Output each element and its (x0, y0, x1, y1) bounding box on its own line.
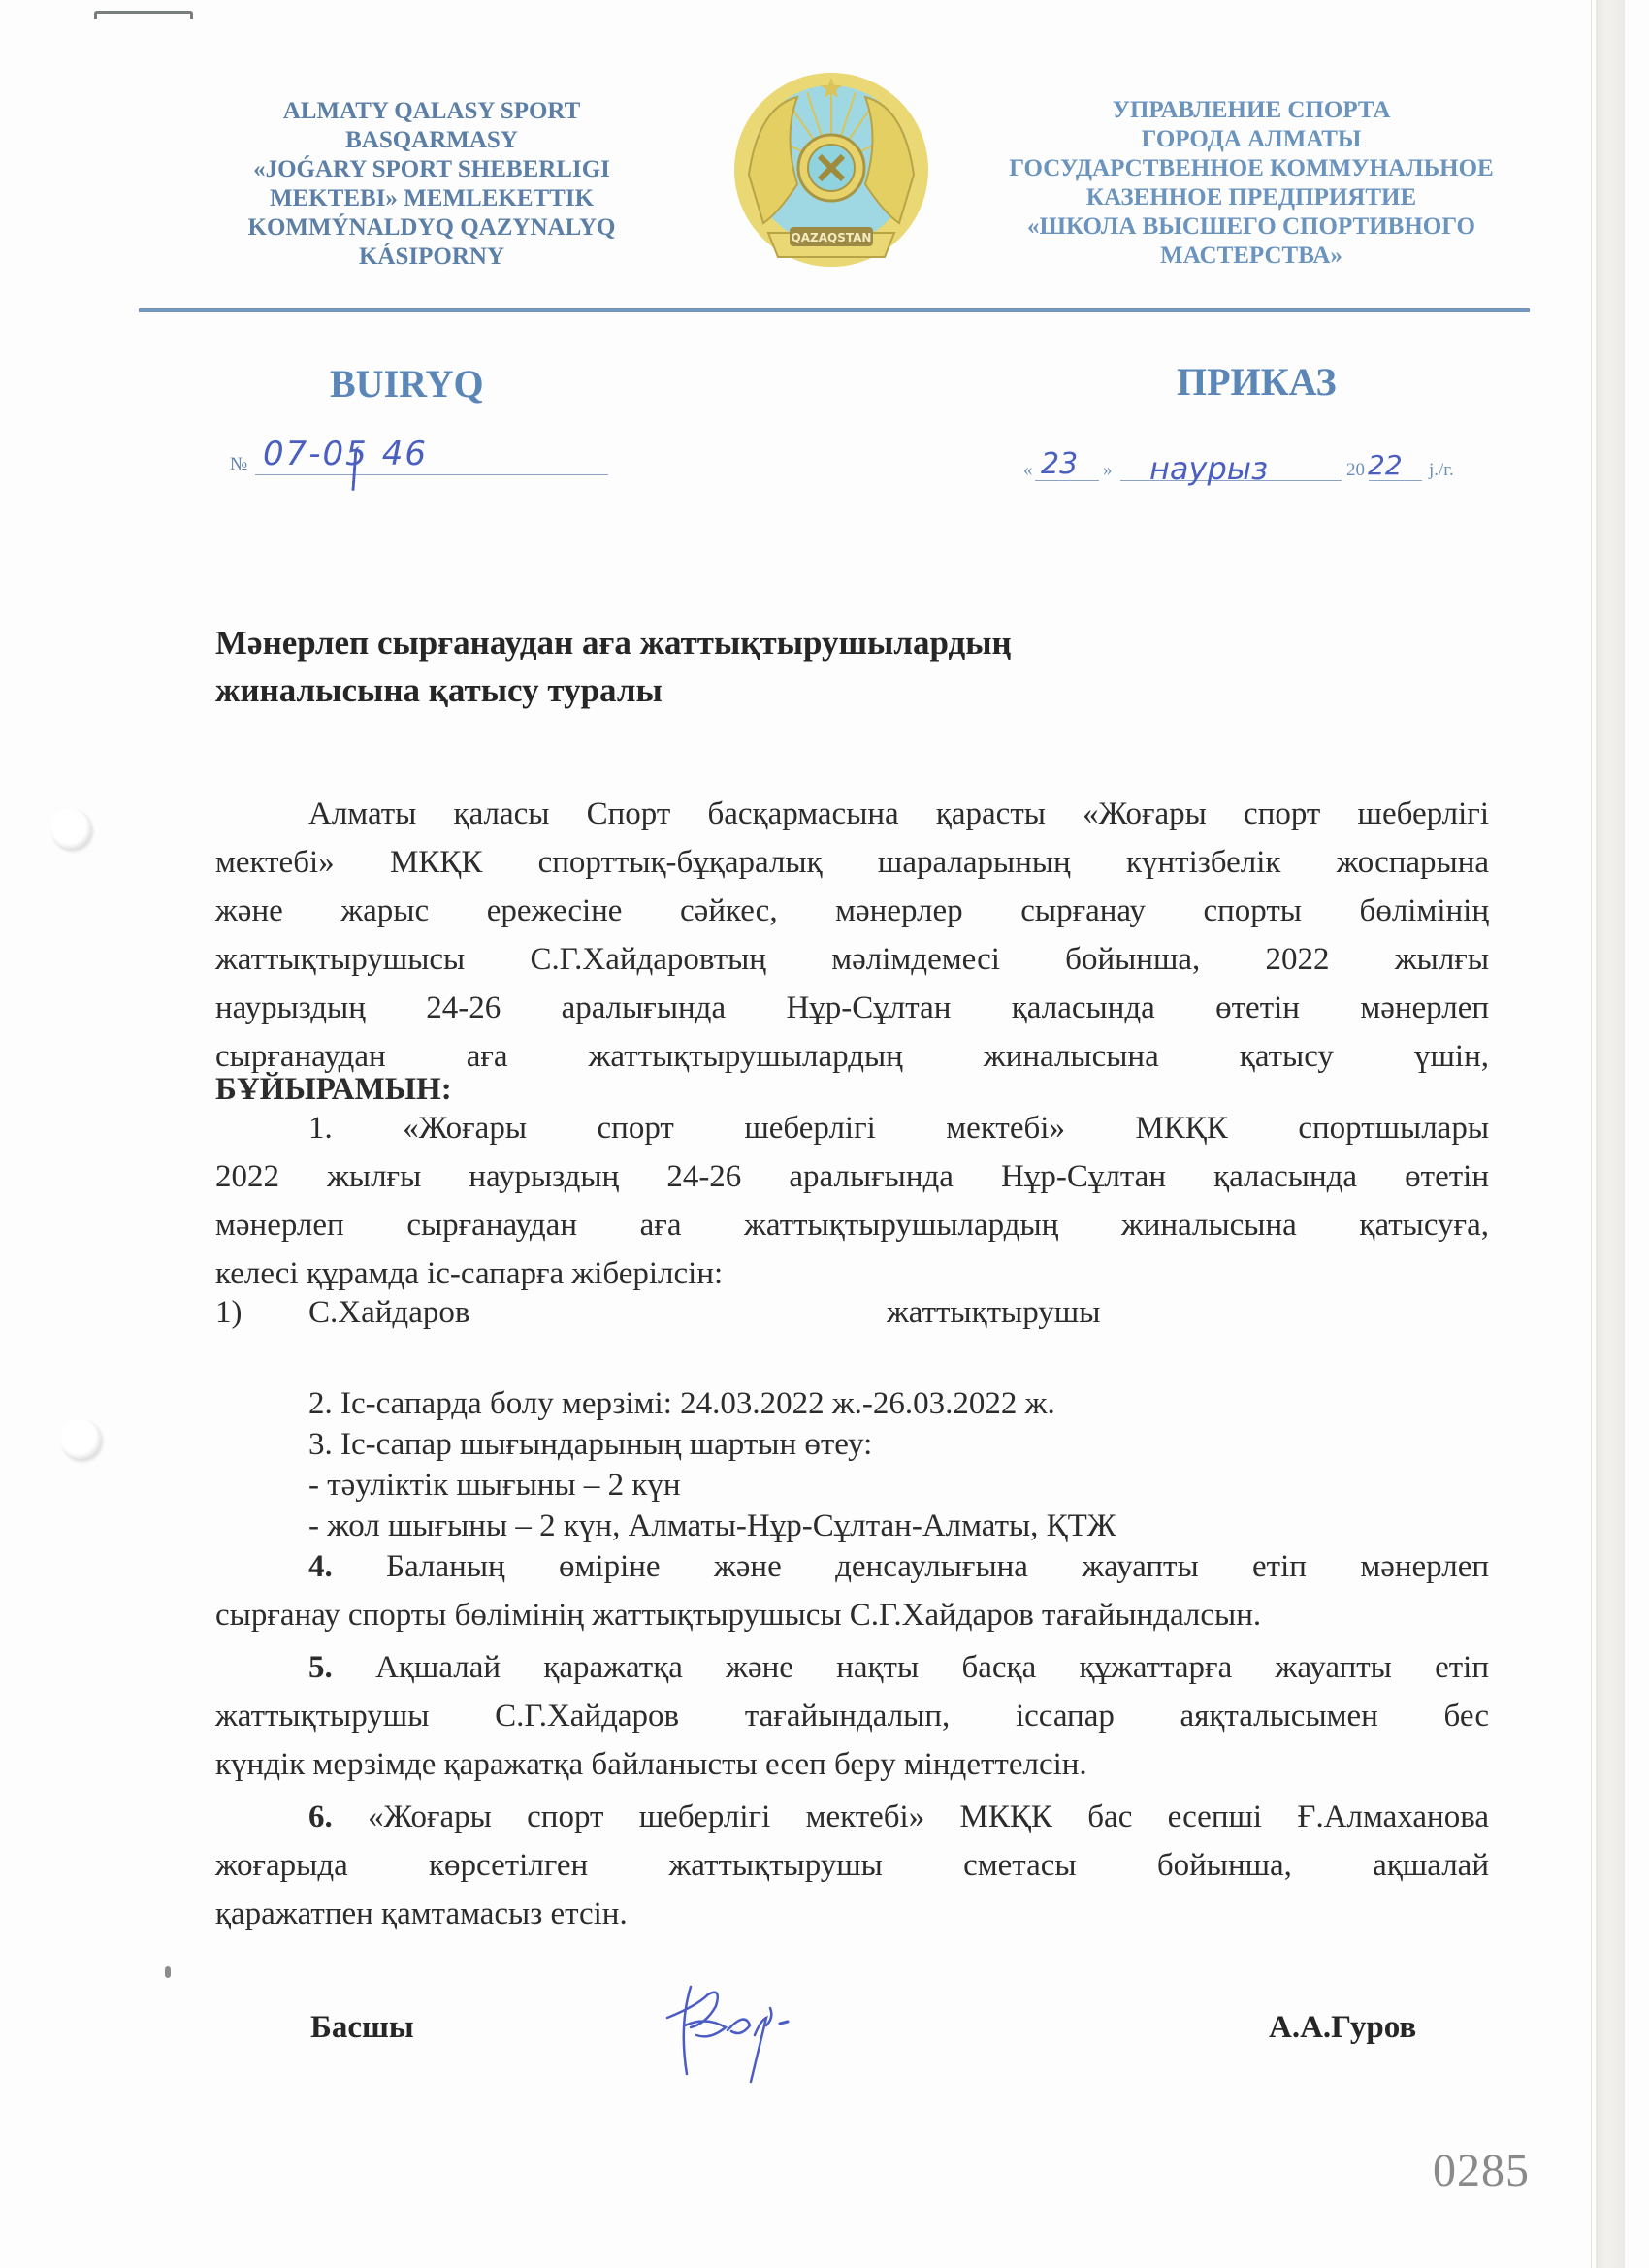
item-3-sub: - жол шығыны – 2 күн, Алматы-Нұр-Сұлтан-Алматы, ҚТЖ (308, 1508, 1116, 1543)
item-4-text: Баланың өміріне және денсаулығына жауапты етіп мәнерлеп (386, 1549, 1489, 1584)
item-4-line: сырғанау спорты бөлімінің жаттықтырушысы С.Г.Хайдаров тағайындалсын. (215, 1598, 1262, 1633)
preamble-line: жаттықтырушысы С.Г.Хайдаровтың мәлімдемесі бойынша, 2022 жылғы (215, 942, 1489, 977)
preamble-line: және жарыс ережесіне сәйкес, мәнерлер сырғанау спорты бөлімінің (215, 893, 1489, 928)
order-subject (215, 619, 1012, 714)
letterhead-line: ГОРОДА АЛМАТЫ (1141, 126, 1362, 152)
item-1-line: келесі құрамда іс-сапарға жіберілсін: (215, 1256, 724, 1291)
item-2: 2. Іс-сапарда болу мерзімі: 24.03.2022 ж.-26.03.2022 ж. (308, 1386, 1055, 1421)
date-day-handwritten: 23 (1041, 447, 1079, 481)
number-underline (255, 474, 608, 475)
item-4-number: 4. (308, 1549, 333, 1584)
order-title-kazakh: BUIRYQ (330, 362, 484, 405)
item-6-number: 6. (308, 1799, 333, 1834)
order-number-field (230, 435, 608, 477)
item-5-number: 5. (308, 1650, 333, 1685)
item-5-text: Ақшалай қаражатқа және нақты басқа құжаттарға жауапты етіп (375, 1650, 1490, 1685)
item-1-line: мәнерлеп сырғанаудан аға жаттықтырушылардың жиналысына қатысуға, (215, 1208, 1489, 1243)
item-6-line: қаражатпен қамтамасыз етсін. (215, 1896, 628, 1931)
page-stamp-number: 0285 (1433, 2145, 1530, 2196)
preamble-line: мектебі» МКҚК спорттық-бұқаралық шараларының күнтізбелік жоспарына (215, 845, 1489, 880)
item-5-line (215, 1651, 1489, 1684)
item-1-line: 2022 жылғы наурыздың 24-26 аралығында Нұр-Сұлтан қаласында өтетін (215, 1159, 1489, 1194)
item-1-line: 1. «Жоғары спорт шеберлігі мектебі» МКҚК спортшылары (308, 1111, 1489, 1146)
date-year-prefix: 20 (1346, 460, 1365, 480)
scan-speck (165, 1966, 171, 1978)
order-date-field (1023, 438, 1465, 487)
order-number: 07-05 (263, 435, 369, 473)
order-title-russian: ПРИКАЗ (1177, 360, 1337, 404)
participant-row (215, 1296, 1489, 1329)
item-6-text: «Жоғары спорт шеберлігі мектебі» МКҚК бас есепші Ғ.Алмаханова (368, 1799, 1489, 1834)
letterhead-line: «JOǴARY SPORT SHEBERLIGI (253, 156, 610, 182)
item-6-line (215, 1800, 1489, 1833)
letterhead-line: «ШКОЛА ВЫСШЕГО СПОРТИВНОГО (1027, 213, 1475, 240)
letterhead-divider (139, 308, 1530, 312)
item-3-sub: - тәуліктік шығыны – 2 күн (308, 1468, 681, 1503)
preamble-line: сырғанаудан аға жаттықтырушылардың жиналысына қатысу үшін, (215, 1039, 1489, 1074)
order-number-handwritten (263, 435, 428, 473)
date-year-unit: j./г. (1429, 460, 1454, 480)
date-open-quote: « (1023, 460, 1033, 480)
order-number-suffix: 46 (381, 435, 429, 473)
letterhead-russian (965, 96, 1537, 271)
scan-edge-strip (1596, 0, 1625, 2268)
letterhead-line: ALMATY QALASY SPORT (282, 98, 581, 124)
date-month-handwritten: наурыз (1149, 450, 1269, 487)
letterhead-line: МАСТЕРСТВА» (1160, 243, 1342, 269)
staple-mark (94, 11, 193, 19)
participant-name: С.Хайдаров (308, 1295, 470, 1330)
scan-edge-line (1591, 0, 1592, 2268)
emblem-caption: QAZAQSTAN (791, 231, 872, 244)
item-6-line: жоғарыда көрсетілген жаттықтырушы сметасы бойынша, ақшалай (215, 1848, 1489, 1883)
order-body (215, 797, 1489, 1946)
hole-punch-mark (60, 1418, 101, 1459)
letterhead-line: MEKTEBI» MEMLEKETTIK (269, 185, 595, 211)
letterhead-kazakh (209, 97, 655, 272)
state-emblem-icon (729, 68, 933, 275)
preamble-line: наурыздың 24-26 аралығында Нұр-Сұлтан қаласында өтетін мәнерлеп (215, 990, 1489, 1025)
signatory-role: Басшы (310, 2010, 414, 2045)
participant-index: 1) (215, 1295, 242, 1330)
signatory-name: А.А.Гуров (1269, 2010, 1417, 2045)
item-4-line (215, 1550, 1489, 1583)
letterhead-line: KÁSIPORNY (358, 243, 504, 270)
participant-role: жаттықтырушы (887, 1295, 1101, 1330)
item-3: 3. Іс-сапар шығындарының шартын өтеу: (308, 1427, 873, 1462)
hole-punch-mark (50, 808, 91, 849)
preamble-line: Алматы қаласы Спорт басқармасына қарасты «Жоғары спорт шеберлігі (308, 796, 1489, 831)
item-5-line: жаттықтырушы С.Г.Хайдаров тағайындалып, іссапар аяқталысымен бес (215, 1699, 1489, 1733)
handwritten-signature (658, 1967, 832, 2084)
subject-line: жиналысына қатысу туралы (215, 671, 663, 709)
subject-line: Мәнерлеп сырғанаудан аға жаттықтырушылардың (215, 624, 1012, 662)
date-year-handwritten: 22 (1368, 449, 1403, 481)
letterhead-line: ГОСУДАРСТВЕННОЕ КОММУНАЛЬНОЕ (1009, 155, 1494, 181)
letterhead-line: KOMMÝNALDYQ QAZYNALYQ (247, 214, 616, 241)
order-word: БҰЙЫРАМЫН: (215, 1072, 452, 1107)
number-sign: № (230, 454, 248, 474)
letterhead-line: КАЗЕННОЕ ПРЕДПРИЯТИЕ (1085, 184, 1417, 211)
item-5-line: күндік мерзімде қаражатқа байланысты есеп беру міндеттелсін. (215, 1747, 1087, 1782)
letterhead-line: УПРАВЛЕНИЕ СПОРТА (1112, 97, 1391, 123)
date-close-quote: » (1103, 460, 1113, 480)
letterhead-line: BASQARMASY (345, 127, 518, 153)
